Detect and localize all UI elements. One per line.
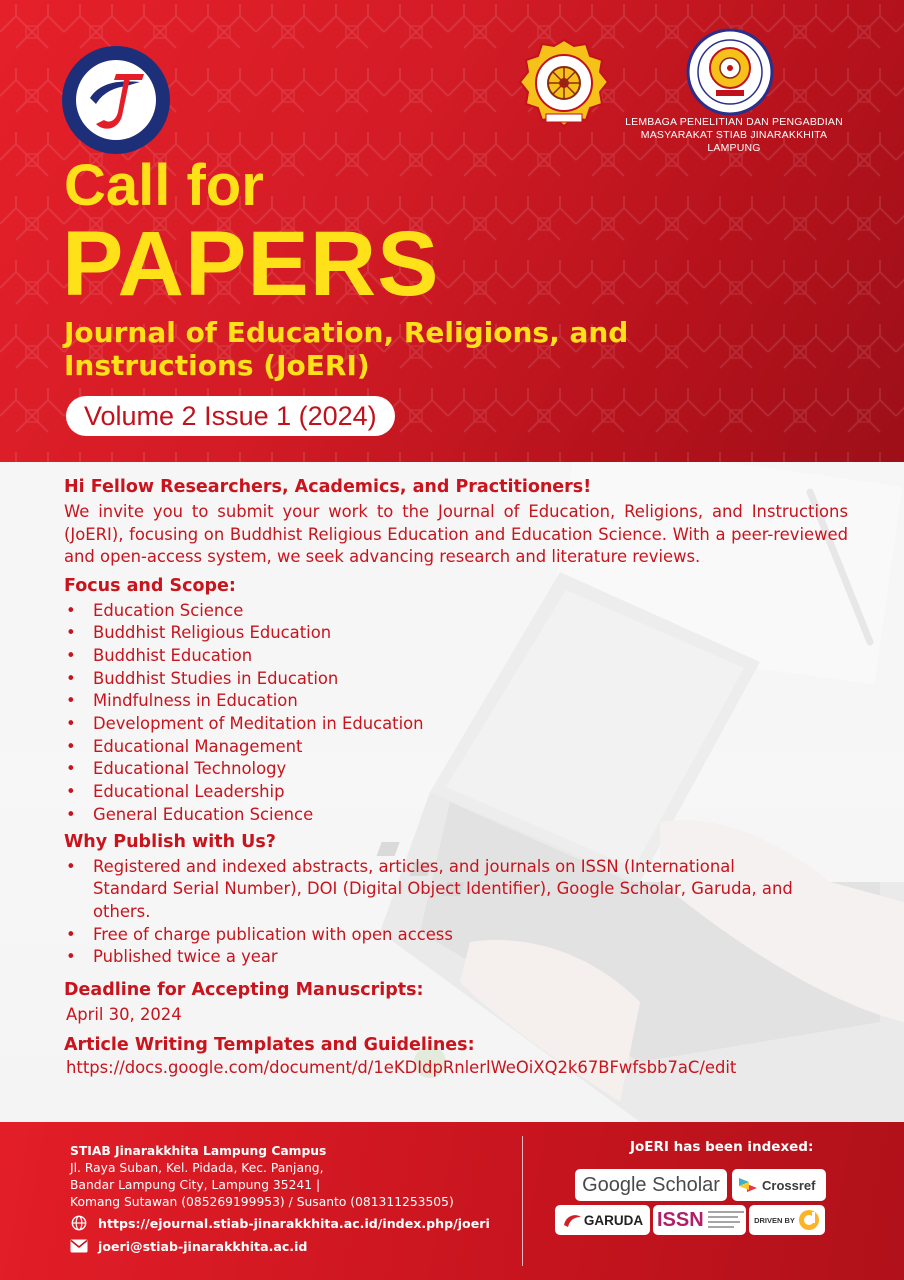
deadline-date: April 30, 2024: [66, 1005, 182, 1025]
intro-paragraph: We invite you to submit your work to the Journal of Education, Religions, and Instructions (JoERI), focusing on Buddhist Religious Education and Education Science. With a peer-reviewed and open-access system, we seek advancing research and literature reviews.: [64, 502, 848, 566]
address-line-1: Jl. Raya Suban, Kel. Pidada, Kec. Panjang,: [70, 1161, 324, 1175]
templates-link[interactable]: https://docs.google.com/document/d/1eKDIdpRnlerlWeOiXQ2k67BFwfsbb7aC/edit: [66, 1058, 737, 1078]
papers-heading: PAPERS: [62, 213, 440, 315]
crossref-badge[interactable]: [732, 1169, 826, 1201]
focus-list: [64, 600, 848, 827]
focus-heading: Focus and Scope:: [64, 575, 236, 596]
doi-badge[interactable]: [749, 1205, 825, 1235]
why-list: [64, 856, 814, 970]
lppm-caption: [614, 116, 854, 155]
journal-title: [64, 316, 824, 382]
list-item: • Published twice a year: [64, 946, 814, 969]
email-row: [70, 1238, 307, 1254]
globe-icon: [70, 1215, 88, 1231]
campus-info: [70, 1143, 454, 1211]
joeri-logo: [60, 44, 172, 156]
website-link[interactable]: https://ejournal.stiab-jinarakkhita.ac.id/index.php/joeri: [98, 1215, 490, 1231]
website-row: [70, 1215, 490, 1231]
greeting-heading: Hi Fellow Researchers, Academics, and Practitioners!: [64, 477, 592, 497]
journal-title-line-2: Instructions (JoERI): [64, 349, 370, 382]
garuda-badge[interactable]: [555, 1205, 650, 1235]
contact-line: Komang Sutawan (085269199953) / Susanto (081311253505): [70, 1195, 454, 1209]
list-item: • Educational Technology: [64, 758, 848, 781]
journal-title-line-1: Journal of Education, Religions, and: [64, 316, 629, 349]
list-item: • Mindfulness in Education: [64, 690, 848, 713]
list-item: • General Education Science: [64, 804, 848, 827]
doi-label: DRIVEN BY: [754, 1215, 795, 1225]
mail-icon: [70, 1238, 88, 1254]
campus-title: STIAB Jinarakkhita Lampung Campus: [70, 1144, 327, 1158]
call-heading: Call for: [64, 153, 264, 218]
list-item: • Education Science: [64, 600, 848, 623]
issn-badge[interactable]: [653, 1205, 746, 1235]
deadline-heading: Deadline for Accepting Manuscripts:: [64, 980, 424, 1001]
footer-divider: [522, 1136, 523, 1266]
templates-heading: Article Writing Templates and Guidelines:: [64, 1035, 475, 1056]
main-content: [64, 476, 848, 1087]
header-section: [0, 0, 904, 462]
list-item: • Buddhist Education: [64, 645, 848, 668]
garuda-icon: [562, 1211, 582, 1229]
list-item: • Educational Leadership: [64, 781, 848, 804]
garuda-label: GARUDA: [583, 1212, 644, 1228]
google-scholar-badge[interactable]: [575, 1169, 727, 1201]
stiab-seal: [516, 38, 612, 134]
email-link[interactable]: joeri@stiab-jinarakkhita.ac.id: [98, 1238, 308, 1254]
lppm-line-1: LEMBAGA PENELITIAN DAN PENGABDIAN: [625, 116, 843, 128]
list-item: • Development of Meditation in Education: [64, 713, 848, 736]
issn-text-lines: [708, 1209, 746, 1231]
list-item: • Buddhist Religious Education: [64, 622, 848, 645]
indexed-title: JoERI has been indexed:: [630, 1139, 814, 1155]
crossref-label: Crossref: [762, 1177, 816, 1193]
doi-icon: [798, 1209, 820, 1231]
issn-label: ISSN: [657, 1208, 704, 1231]
volume-badge: Volume 2 Issue 1 (2024): [66, 396, 395, 436]
why-heading: Why Publish with Us?: [64, 831, 276, 852]
list-item: • Registered and indexed abstracts, articles, and journals on ISSN (International Standard Serial Number), DOI (Digital Object Identifier), Google Scholar, Garuda, and others.: [64, 856, 814, 924]
list-item: • Free of charge publication with open access: [64, 924, 814, 947]
crossref-icon: [737, 1174, 759, 1196]
list-item: • Buddhist Studies in Education: [64, 668, 848, 691]
address-line-2: Bandar Lampung City, Lampung 35241 |: [70, 1178, 321, 1192]
google-scholar-label: Google Scholar: [582, 1173, 720, 1196]
lppm-line-2: MASYARAKAT STIAB JINARAKKHITA LAMPUNG: [640, 129, 828, 154]
list-item: • Educational Management: [64, 736, 848, 759]
lppm-seal: [686, 28, 774, 116]
